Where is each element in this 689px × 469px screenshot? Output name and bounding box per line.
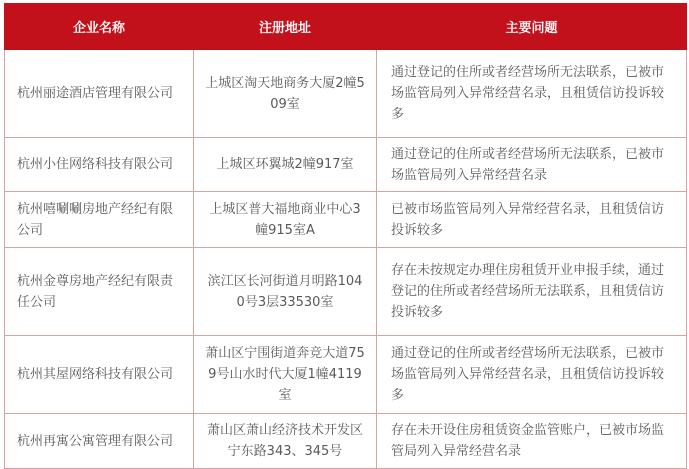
table-row: [5, 50, 687, 138]
company-name-cell: 杭州再寓公寓管理有限公司: [5, 414, 194, 469]
issue-cell: 通过登记的住所或者经营场所无法联系，已被市场监管局列入异常经营名录，且租赁信访投诉较多: [377, 50, 687, 138]
address-cell: 萧山区萧山经济技术开发区宁东路343、345号: [194, 414, 377, 469]
header-main-issues: 主要问题: [377, 4, 687, 50]
issue-cell: 通过登记的住所或者经营场所无法联系，已被市场监管局列入异常经营名录，且租赁信访投诉较多: [377, 336, 687, 414]
table-row: [5, 138, 687, 192]
issue-cell: 存在未开设住房租赁资金监管账户，已被市场监管局列入异常经营名录: [377, 414, 687, 469]
issue-cell: 已被市场监管局列入异常经营名录，且租赁信访投诉较多: [377, 192, 687, 248]
company-issues-table: [4, 3, 687, 469]
issue-cell: 通过登记的住所或者经营场所无法联系，已被市场监管局列入异常经营名录: [377, 138, 687, 192]
header-company-name: 企业名称: [5, 4, 194, 50]
company-name-cell: 杭州丽途酒店管理有限公司: [5, 50, 194, 138]
company-name-cell: 杭州小住网络科技有限公司: [5, 138, 194, 192]
issue-cell: 存在未按规定办理住房租赁开业申报手续，通过登记的住所或者经营场所无法联系，且租赁信访投诉较多: [377, 248, 687, 336]
address-cell: 萧山区宁围街道奔竞大道759号山水时代大厦1幢4119室: [194, 336, 377, 414]
address-cell: 上城区普大福地商业中心3幢915室A: [194, 192, 377, 248]
company-issues-table-container: [4, 3, 686, 463]
address-cell: 滨江区长河街道月明路1040号3层33530室: [194, 248, 377, 336]
table-row: [5, 414, 687, 469]
company-name-cell: 杭州其屋网络科技有限公司: [5, 336, 194, 414]
header-registered-address: 注册地址: [194, 4, 377, 50]
company-name-cell: 杭州嘻唰唰房地产经纪有限公司: [5, 192, 194, 248]
table-body: [5, 50, 687, 469]
address-cell: 上城区环翼城2幢917室: [194, 138, 377, 192]
table-row: [5, 192, 687, 248]
table-row: [5, 248, 687, 336]
header-row: [5, 4, 687, 50]
company-name-cell: 杭州金尊房地产经纪有限责任公司: [5, 248, 194, 336]
table-row: [5, 336, 687, 414]
address-cell: 上城区淘天地商务大厦2幢509室: [194, 50, 377, 138]
table-header: [5, 4, 687, 50]
